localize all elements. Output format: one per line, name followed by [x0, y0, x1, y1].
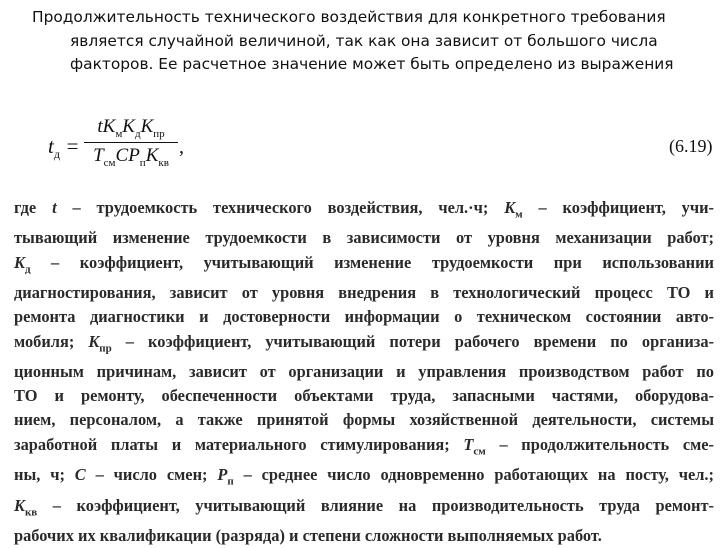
text-line: ционным причинам, зависит от организации и управления производством работ по: [14, 362, 714, 382]
text-line: диагностирования, зависит от уровня внедрения в технологический процесс ТО и: [14, 283, 714, 303]
text-line: тывающий изменение трудоемкости в зависимости от уровня механизации работ;: [14, 228, 714, 248]
formula-comma: ,: [179, 136, 184, 158]
formula-6-19: [48, 116, 713, 186]
definitions-paragraph: [14, 196, 714, 548]
text-line: $K_{кв}$ – коэффициент, учитывающий влияние на производительность труда ремонт-: [14, 495, 714, 518]
formula-numerator: $tK_мK_дK_{пр}$: [97, 116, 165, 140]
equation-number: (6.19): [669, 136, 713, 156]
text-line: заработной платы и материального стимулирования; $T_{см}$ – продолжительность сме-: [14, 434, 714, 457]
text-line: ны, ч; C – число смен; $P_п$ – среднее число одновременно работающих на посту, чел.;: [14, 465, 714, 488]
formula-fraction: [84, 116, 178, 169]
text-line: нием, персоналом, а также принятой формы хозяйственной деятельности, системы: [14, 410, 714, 430]
intro-paragraph: Продолжительность технического воздействия для конкретного требования является случайной величиной, так как она зависит от большого числа факторов. Ее расчетное значение может быть определено из выражения: [32, 8, 674, 73]
formula-denominator: $T_{см}CP_пK_{кв}$: [84, 142, 178, 169]
text-line: где t – трудоемкость технического воздействия, чел.·ч; $K_м$ – коэффициент, учи-: [14, 198, 715, 221]
text-line: ТО и ремонту, обеспеченности объектами труда, запасными частями, оборудова-: [14, 386, 714, 406]
text-line: ремонта диагностики и достоверности информации о техническом состоянии авто-: [14, 307, 714, 327]
text-line: мобиля; $K_{пр}$ – коэффициент, учитывающий потери рабочего времени по организа-: [14, 331, 715, 354]
text-line: $K_д$ – коэффициент, учитывающий изменение трудоемкости при использовании: [14, 252, 714, 275]
text-line: рабочих их квалификации (разряда) и степени сложности выполняемых работ.: [14, 526, 602, 546]
formula-lhs: $t_д$ =: [48, 134, 80, 162]
